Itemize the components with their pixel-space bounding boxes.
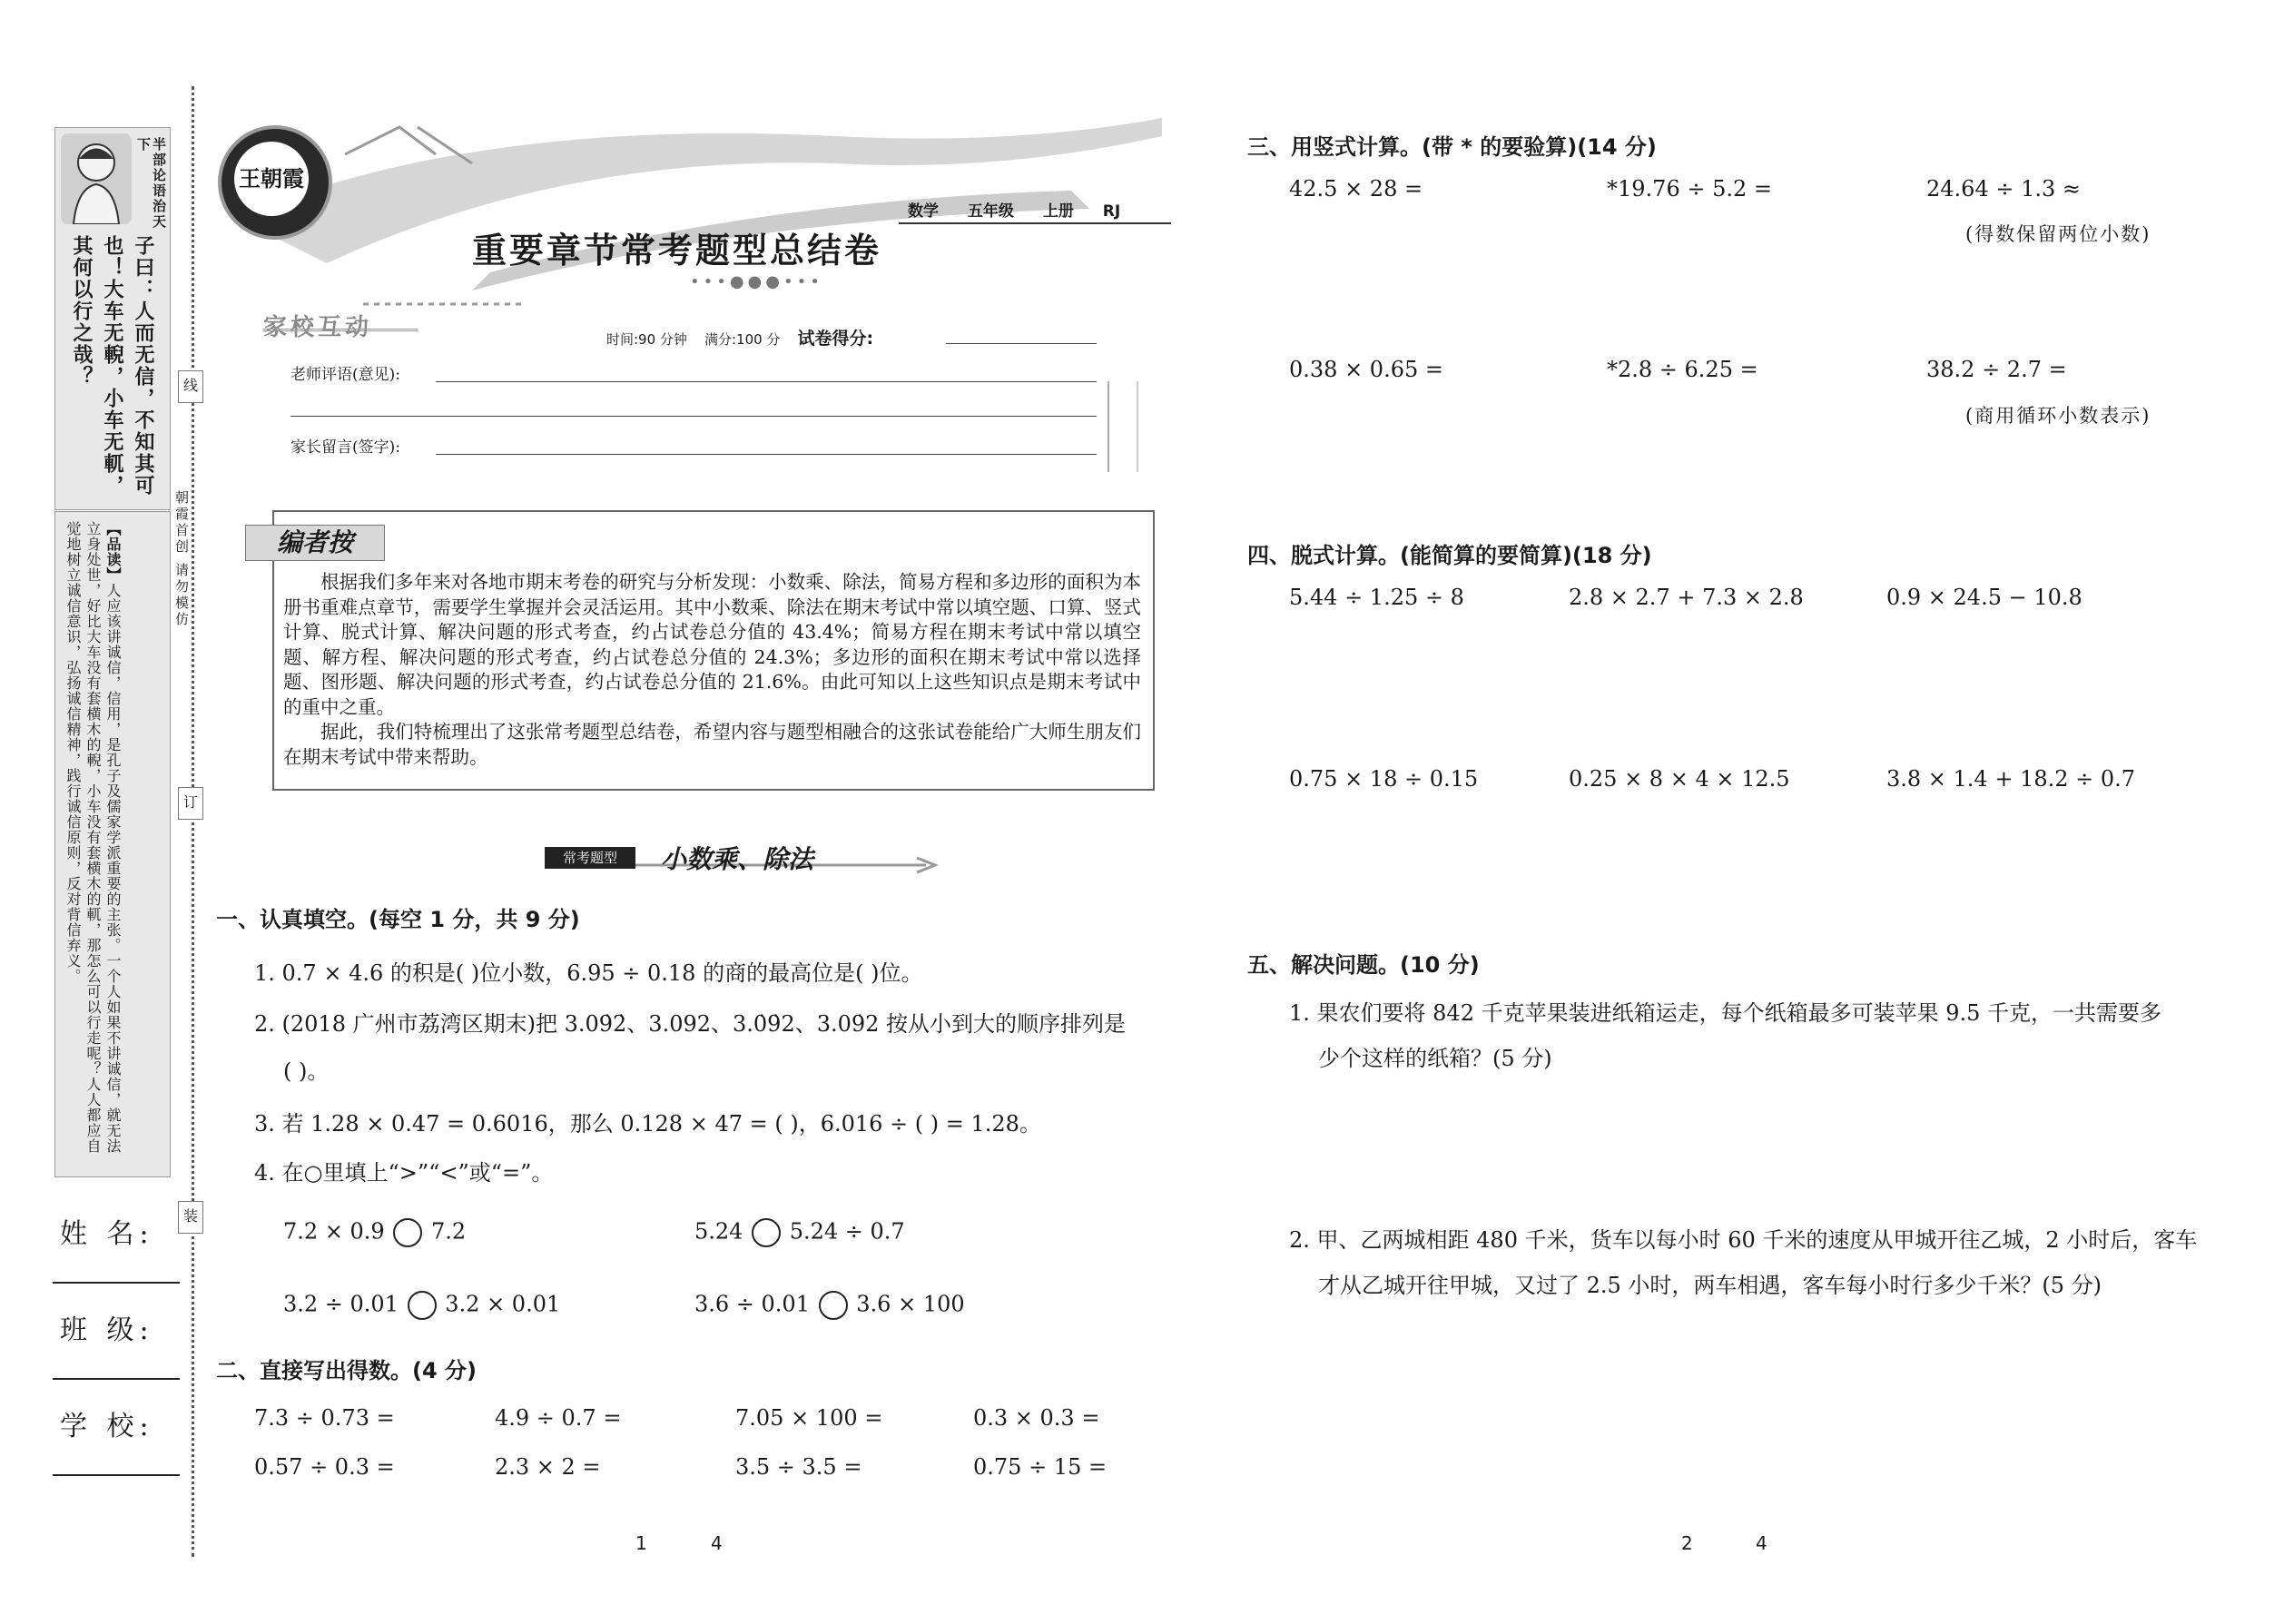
side-notice: 朝霞首创 请勿模仿 <box>173 490 190 628</box>
subject-underline <box>899 222 1171 224</box>
part2-item-8: 0.75 ÷ 15 = <box>973 1454 1108 1480</box>
compare-1-right: 7.2 <box>430 1218 467 1245</box>
part3-note-1: (得数保留两位小数) <box>1965 223 2151 245</box>
right-page-total: 4 <box>1756 1532 1767 1554</box>
editor-note-para-1: 根据我们多年来对各地市期末考卷的研究与分析发现：小数乘、除法，简易方程和多边形的面积为本册书重难点章节，需要学生掌握并会灵活运用。其中小数乘、除法在期末考试中常以填空题、口算、竖式计算、脱式计算、解决问题的形式考查，约占试卷总分值的 43.4%；简易方程在期末考试中常以填空题、解方程、解决问题的形式考查，约占试卷总分值的 24.3%；多边形的面积在期末考试中常以选择题、图形题、解决问题的形式考查，约占试卷总分值的 21.6%。由此可知以上这些知识点是期末考试中的重中之重。 <box>283 571 1141 718</box>
part2-item-1: 7.3 ÷ 0.73 = <box>254 1405 395 1431</box>
part2-item-4: 0.3 × 0.3 = <box>973 1405 1100 1431</box>
side-reading-box <box>54 511 171 1177</box>
compare-2-right: 5.24 ÷ 0.7 <box>789 1218 905 1245</box>
subject-row <box>908 198 1144 221</box>
teacher-comment-label: 老师评语(意见): <box>290 366 400 384</box>
compare-4-left: 3.6 ÷ 0.01 <box>694 1291 810 1317</box>
editor-note-tag: 编者按 <box>245 525 385 561</box>
confucius-figure <box>61 133 132 224</box>
part5-q2b: 才从乙城开往甲城，又过了 2.5 小时，两车相遇，客车每小时行多少千米？(5 分) <box>1318 1273 2102 1298</box>
class-label: 班 级: <box>60 1314 154 1346</box>
mark-fold: 订 <box>178 787 203 820</box>
part3-item-1: 42.5 × 28 = <box>1289 176 1423 202</box>
part2-item-5: 0.57 ÷ 0.3 = <box>254 1454 395 1480</box>
part1-q2a: 2. (2018 广州市荔湾区期末)把 3.09̇2̇、3.092、3.0̇9̇2、3.09̇2 按从小到大的顺序排列是 <box>254 1011 1127 1037</box>
compare-4-circle[interactable] <box>819 1291 848 1320</box>
part4-item-3: 0.9 × 24.5 − 10.8 <box>1886 585 2082 610</box>
compare-3-circle[interactable] <box>408 1291 437 1320</box>
title-dots: •••●●●••• <box>690 272 823 291</box>
section-tag-title: 小数乘、除法 <box>661 844 814 874</box>
brand-logo <box>218 125 332 240</box>
part1-heading: 一、认真填空。(每空 1 分，共 9 分) <box>216 907 580 932</box>
school-label: 学 校: <box>60 1411 154 1442</box>
reading-label: 【品读】 <box>104 521 122 583</box>
part2-item-2: 4.9 ÷ 0.7 = <box>495 1405 622 1431</box>
tag-rule <box>263 329 418 331</box>
exam-full-score: 满分:100 分 <box>704 331 781 348</box>
part4-item-1: 5.44 ÷ 1.25 ÷ 8 <box>1289 585 1464 610</box>
binding-cut-line <box>192 86 194 1557</box>
part3-item-5: *2.8 ÷ 6.25 = <box>1607 357 1758 382</box>
editor-note-para-2: 据此，我们特梳理出了这张常考题型总结卷，希望内容与题型相融合的这张试卷能给广大师生朋友们在期末考试中带来帮助。 <box>283 721 1141 768</box>
part1-q3: 3. 若 1.28 × 0.47 = 0.6016，那么 0.128 × 47 = ( )，6.016 ÷ ( ) = 1.28。 <box>254 1111 1041 1137</box>
corner-title: 半部论语治天下 <box>135 137 167 230</box>
part3-item-6: 38.2 ÷ 2.7 = <box>1926 357 2067 382</box>
reading-text: 人应该讲诚信，信用，是孔子及儒家学派重要的主张。一个人如果不讲诚信，就无法立身处世，好比大车没有套横木的輗，小车没有套横木的軏，那怎么可以行走呢？人人都应自觉地树立诚信意识，弘扬诚信精神，践行诚信原则，反对背信弃义。 <box>64 521 122 1154</box>
name-label: 姓 名: <box>60 1218 154 1250</box>
left-page-number: 1 <box>635 1532 647 1554</box>
exam-meta <box>606 325 873 349</box>
part1-q4: 4. 在○里填上“>”“<”或“=”。 <box>254 1160 554 1186</box>
right-page-number: 2 <box>1681 1532 1693 1554</box>
parent-message-label: 家长留言(签字): <box>290 438 400 457</box>
editor-note-text <box>283 570 1141 770</box>
compare-1 <box>283 1218 466 1247</box>
name-field[interactable] <box>53 1282 180 1284</box>
teacher-comment-field-2[interactable] <box>290 416 1097 417</box>
part3-heading: 三、用竖式计算。(带 * 的要验算)(14 分) <box>1247 134 1657 160</box>
compare-1-circle[interactable] <box>393 1218 422 1247</box>
part3-item-3: 24.64 ÷ 1.3 ≈ <box>1926 176 2081 202</box>
left-page-total: 4 <box>711 1532 723 1554</box>
score-field[interactable] <box>946 343 1097 344</box>
compare-3-left: 3.2 ÷ 0.01 <box>283 1291 399 1317</box>
part4-heading: 四、脱式计算。(能简算的要简算)(18 分) <box>1247 543 1652 568</box>
part2-heading: 二、直接写出得数。(4 分) <box>216 1358 477 1383</box>
term: 上册 <box>1042 202 1074 221</box>
part2-item-6: 2.3 × 2 = <box>495 1454 601 1480</box>
teacher-comment-field[interactable] <box>436 381 1097 382</box>
part2-item-7: 3.5 ÷ 3.5 = <box>735 1454 862 1480</box>
confucius-quote: 子曰：人而无信，不知其可也！大车无輗，小车无軏，其何以行之哉？ <box>70 235 155 497</box>
compare-2-left: 5.24 <box>694 1218 743 1245</box>
frame-lines <box>1108 381 1138 472</box>
home-school-tag: 家校互动 <box>263 314 373 341</box>
compare-3 <box>283 1291 560 1320</box>
subject: 数学 <box>908 202 939 221</box>
mark-seal: 装 <box>178 1201 203 1234</box>
part1-q2b: ( )。 <box>283 1058 330 1084</box>
compare-3-right: 3.2 × 0.01 <box>445 1291 561 1317</box>
part4-item-4: 0.75 × 18 ÷ 0.15 <box>1289 766 1479 792</box>
part4-item-2: 2.8 × 2.7 + 7.3 × 2.8 <box>1569 585 1804 610</box>
school-field[interactable] <box>53 1474 180 1476</box>
grade: 五年级 <box>967 202 1014 221</box>
part5-heading: 五、解决问题。(10 分) <box>1247 952 1480 978</box>
reading-block <box>63 521 123 1166</box>
part5-q1b: 少个这样的纸箱？(5 分) <box>1318 1046 1552 1071</box>
part3-item-4: 0.38 × 0.65 = <box>1289 357 1443 382</box>
edition: RJ <box>1102 202 1121 221</box>
section-tag-small: 常考题型 <box>545 847 635 869</box>
compare-4-right: 3.6 × 100 <box>856 1291 965 1317</box>
part2-item-3: 7.05 × 100 = <box>735 1405 883 1431</box>
part4-item-6: 3.8 × 1.4 + 18.2 ÷ 0.7 <box>1886 766 2136 792</box>
parent-message-field[interactable] <box>436 454 1097 455</box>
side-quote-box <box>54 127 171 510</box>
mark-line: 线 <box>178 370 203 403</box>
compare-2-circle[interactable] <box>752 1218 781 1247</box>
home-school-panel <box>263 309 1139 472</box>
exam-time: 时间:90 分钟 <box>606 331 687 348</box>
compare-1-left: 7.2 × 0.9 <box>283 1218 385 1245</box>
logo-text: 王朝霞 <box>234 142 309 216</box>
part4-item-5: 0.25 × 8 × 4 × 12.5 <box>1569 766 1790 792</box>
score-label: 试卷得分: <box>797 329 874 349</box>
part5-q2a: 2. 甲、乙两城相距 480 千米，货车以每小时 60 千米的速度从甲城开往乙城，2 小时后，客车 <box>1289 1227 2198 1253</box>
part1-q1: 1. 0.7 × 4.6 的积是( )位小数，6.95 ÷ 0.18 的商的最高位是( )位。 <box>254 960 923 986</box>
part3-note-2: (商用循环小数表示) <box>1965 405 2151 427</box>
compare-2 <box>694 1218 905 1247</box>
page-title: 重要章节常考题型总结卷 <box>472 230 882 271</box>
compare-4 <box>694 1291 965 1320</box>
part5-q1a: 1. 果农们要将 842 千克苹果装进纸箱运走，每个纸箱最多可装苹果 9.5 千克，一共需要多 <box>1289 1000 2162 1026</box>
class-field[interactable] <box>53 1378 180 1380</box>
part3-item-2: *19.76 ÷ 5.2 = <box>1607 176 1772 202</box>
